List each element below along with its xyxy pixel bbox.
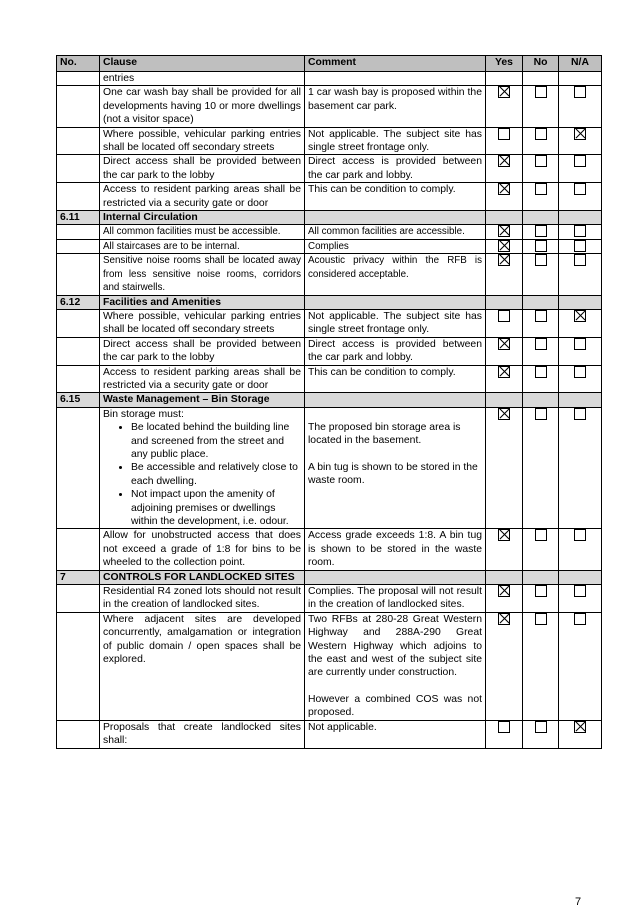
na-checkbox[interactable] <box>574 408 586 420</box>
clause-cell <box>100 407 305 529</box>
comment-cell: All common facilities are accessible. <box>305 225 486 239</box>
table-row <box>57 337 602 365</box>
na-checkbox[interactable] <box>574 613 586 625</box>
comment-cell <box>305 612 486 720</box>
yes-checkbox[interactable] <box>498 585 510 597</box>
section-number: 7 <box>57 570 100 584</box>
no-checkbox[interactable] <box>535 585 547 597</box>
no-checkbox[interactable] <box>535 613 547 625</box>
clause-cell: Proposals that create landlocked sites shall: <box>100 720 305 748</box>
comment-paragraph: A bin tug is shown to be stored in the waste room. <box>308 461 478 486</box>
clause-cell: entries <box>100 72 305 86</box>
header-na: N/A <box>559 56 602 72</box>
clause-intro: Bin storage must: <box>103 408 184 420</box>
na-checkbox[interactable] <box>574 585 586 597</box>
no-checkbox[interactable] <box>535 183 547 195</box>
yes-checkbox[interactable] <box>498 183 510 195</box>
section-title: Waste Management – Bin Storage <box>100 393 305 407</box>
comment-cell: Access grade exceeds 1:8. A bin tug is shown to be stored in the waste room. <box>305 529 486 570</box>
table-row <box>57 365 602 393</box>
clause-cell: Allow for unobstructed access that does not exceed a grade of 1:8 for bins to be wheeled to the collection point. <box>100 529 305 570</box>
yes-checkbox[interactable] <box>498 128 510 140</box>
section-number: 6.12 <box>57 295 100 309</box>
table-row <box>57 309 602 337</box>
clause-cell: Direct access shall be provided between the car park to the lobby <box>100 155 305 183</box>
no-checkbox[interactable] <box>535 721 547 733</box>
yes-checkbox[interactable] <box>498 721 510 733</box>
no-checkbox[interactable] <box>535 408 547 420</box>
clause-cell: All staircases are to be internal. <box>100 239 305 253</box>
section-title: Internal Circulation <box>100 211 305 225</box>
section-row <box>57 211 602 225</box>
comment-cell: Not applicable. <box>305 720 486 748</box>
header-clause: Clause <box>100 56 305 72</box>
comment-cell: Not applicable. The subject site has single street frontage only. <box>305 309 486 337</box>
header-no-col: No <box>523 56 559 72</box>
section-number: 6.11 <box>57 211 100 225</box>
no-checkbox[interactable] <box>535 366 547 378</box>
na-checkbox[interactable] <box>574 366 586 378</box>
clause-cell: Where possible, vehicular parking entries shall be located off secondary streets <box>100 309 305 337</box>
table-row <box>57 86 602 127</box>
comment-cell: Acoustic privacy within the RFB is considered acceptable. <box>305 254 486 295</box>
header-row <box>57 56 602 72</box>
page-number: 7 <box>575 896 582 908</box>
yes-checkbox[interactable] <box>498 86 510 98</box>
table-row <box>57 720 602 748</box>
table-row <box>57 183 602 211</box>
clause-cell: All common facilities must be accessible. <box>100 225 305 239</box>
yes-checkbox[interactable] <box>498 338 510 350</box>
na-checkbox[interactable] <box>574 529 586 541</box>
yes-checkbox[interactable] <box>498 254 510 266</box>
na-checkbox[interactable] <box>574 155 586 167</box>
list-item: • Be located behind the building line and screened from the street and any public place. <box>131 421 301 461</box>
yes-checkbox[interactable] <box>498 240 510 252</box>
yes-checkbox[interactable] <box>498 366 510 378</box>
na-checkbox[interactable] <box>574 310 586 322</box>
no-checkbox[interactable] <box>535 240 547 252</box>
comment-cell: Direct access is provided between the car park and lobby. <box>305 337 486 365</box>
comment-cell: Direct access is provided between the car park and lobby. <box>305 155 486 183</box>
table-row <box>57 239 602 253</box>
compliance-table <box>56 55 602 749</box>
yes-checkbox[interactable] <box>498 155 510 167</box>
na-checkbox[interactable] <box>574 721 586 733</box>
clause-cell: One car wash bay shall be provided for all developments having 10 or more dwellings (not a visitor space) <box>100 86 305 127</box>
comment-paragraph: Two RFBs at 280-28 Great Western Highway and 288A-290 Great Western Highway which adjoins to the east and west of the subject site are currently under construction. <box>308 613 482 679</box>
clause-cell: Where adjacent sites are developed concurrently, amalgamation or integration of public domain / open spaces shall be explored. <box>100 612 305 720</box>
table-row <box>57 127 602 155</box>
yes-checkbox[interactable] <box>498 310 510 322</box>
header-no: No. <box>57 56 100 72</box>
comment-cell: Complies. The proposal will not result in the creation of landlocked sites. <box>305 585 486 613</box>
section-number: 6.15 <box>57 393 100 407</box>
na-checkbox[interactable] <box>574 338 586 350</box>
yes-checkbox[interactable] <box>498 613 510 625</box>
yes-checkbox[interactable] <box>498 225 510 237</box>
header-yes: Yes <box>486 56 523 72</box>
list-item: • Be accessible and relatively close to each dwelling. <box>131 461 301 488</box>
na-checkbox[interactable] <box>574 254 586 266</box>
yes-checkbox[interactable] <box>498 529 510 541</box>
bullet-list <box>103 421 301 528</box>
clause-cell: Access to resident parking areas shall be restricted via a security gate or door <box>100 365 305 393</box>
no-checkbox[interactable] <box>535 254 547 266</box>
na-checkbox[interactable] <box>574 225 586 237</box>
table-row <box>57 225 602 239</box>
no-checkbox[interactable] <box>535 310 547 322</box>
clause-cell: Sensitive noise rooms shall be located away from less sensitive noise rooms, corridors and stairwells. <box>100 254 305 295</box>
comment-cell: Complies <box>305 239 486 253</box>
yes-checkbox[interactable] <box>498 408 510 420</box>
list-item: • Not impact upon the amenity of adjoining premises or dwellings within the development, i.e. odour. <box>131 488 301 528</box>
comment-paragraph: However a combined COS was not proposed. <box>308 693 482 719</box>
header-comment: Comment <box>305 56 486 72</box>
section-title: CONTROLS FOR LANDLOCKED SITES <box>100 570 305 584</box>
no-checkbox[interactable] <box>535 338 547 350</box>
table-row <box>57 254 602 295</box>
na-checkbox[interactable] <box>574 240 586 252</box>
section-row <box>57 570 602 584</box>
comment-cell: This can be condition to comply. <box>305 183 486 211</box>
clause-cell: Residential R4 zoned lots should not result in the creation of landlocked sites. <box>100 585 305 613</box>
no-checkbox[interactable] <box>535 225 547 237</box>
table-row <box>57 585 602 613</box>
no-checkbox[interactable] <box>535 155 547 167</box>
no-checkbox[interactable] <box>535 529 547 541</box>
table-row <box>57 407 602 529</box>
comment-cell: 1 car wash bay is proposed within the basement car park. <box>305 86 486 127</box>
comment-cell <box>305 407 486 529</box>
no-checkbox[interactable] <box>535 128 547 140</box>
comment-paragraph: The proposed bin storage area is located in the basement. <box>308 421 461 447</box>
no-checkbox[interactable] <box>535 86 547 98</box>
clause-cell: Where possible, vehicular parking entries shall be located off secondary streets <box>100 127 305 155</box>
section-row <box>57 295 602 309</box>
table-row <box>57 612 602 720</box>
section-title: Facilities and Amenities <box>100 295 305 309</box>
clause-cell: Direct access shall be provided between the car park to the lobby <box>100 337 305 365</box>
table-row <box>57 155 602 183</box>
comment-cell: Not applicable. The subject site has single street frontage only. <box>305 127 486 155</box>
table-row <box>57 72 602 86</box>
table-row <box>57 529 602 570</box>
na-checkbox[interactable] <box>574 86 586 98</box>
clause-cell: Access to resident parking areas shall be restricted via a security gate or door <box>100 183 305 211</box>
na-checkbox[interactable] <box>574 183 586 195</box>
section-row <box>57 393 602 407</box>
na-checkbox[interactable] <box>574 128 586 140</box>
comment-cell: This can be condition to comply. <box>305 365 486 393</box>
